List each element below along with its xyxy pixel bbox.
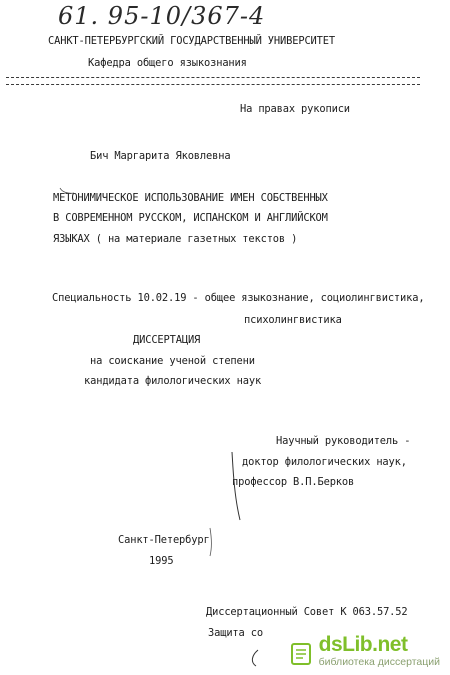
dslib-watermark [289, 634, 440, 668]
author-name: Бич Маргарита Яковлевна [90, 150, 231, 162]
thesis-title-line-1: МЕТОНИМИЧЕСКОЕ ИСПОЛЬЗОВАНИЕ ИМЕН СОБСТВЕННЫХ [53, 192, 328, 204]
specialty-line-1: Специальность 10.02.19 - общее языкознание, социолингвистика, [52, 292, 425, 304]
handwritten-catalog-code: 61. 95-10/367-4 [58, 2, 266, 30]
university-name: САНКТ-ПЕТЕРБУРГСКИЙ ГОСУДАРСТВЕННЫЙ УНИВЕРСИТЕТ [48, 35, 335, 47]
council-line-1: Диссертационный Совет К 063.57.52 [206, 606, 408, 618]
supervisor-line-2: доктор филологических наук, [242, 456, 407, 468]
pencil-stroke-council [252, 650, 258, 666]
specialty-line-2: психолингвистика [244, 314, 342, 326]
dslib-logo-icon [289, 641, 315, 667]
city-name: Санкт-Петербург [118, 534, 210, 546]
dslib-name: dsLib.net [318, 632, 408, 656]
pencil-stroke-title [60, 188, 74, 193]
degree-purpose-line-2: кандидата филологических наук [84, 375, 262, 387]
department-name: Кафедра общего языкознания [88, 57, 247, 69]
thesis-title-line-2: В СОВРЕМЕННОМ РУССКОМ, ИСПАНСКОМ И АНГЛИЙСКОМ [53, 212, 328, 224]
pencil-stroke-city [210, 528, 212, 556]
dslib-tagline: библиотека диссертаций [318, 655, 440, 668]
thesis-title-line-3: ЯЗЫКАХ ( на материале газетных текстов ) [53, 233, 298, 245]
pencil-stroke-supervisor [232, 452, 240, 520]
council-line-2: Защита со [208, 627, 263, 639]
dissertation-label: ДИССЕРТАЦИЯ [133, 334, 201, 346]
supervisor-line-1: Научный руководитель - [276, 435, 411, 447]
degree-purpose-line-1: на соискание ученой степени [90, 355, 255, 367]
supervisor-line-3: профессор В.П.Берков [232, 476, 355, 488]
year: 1995 [149, 555, 174, 567]
manuscript-note: На правах рукописи [240, 103, 350, 115]
